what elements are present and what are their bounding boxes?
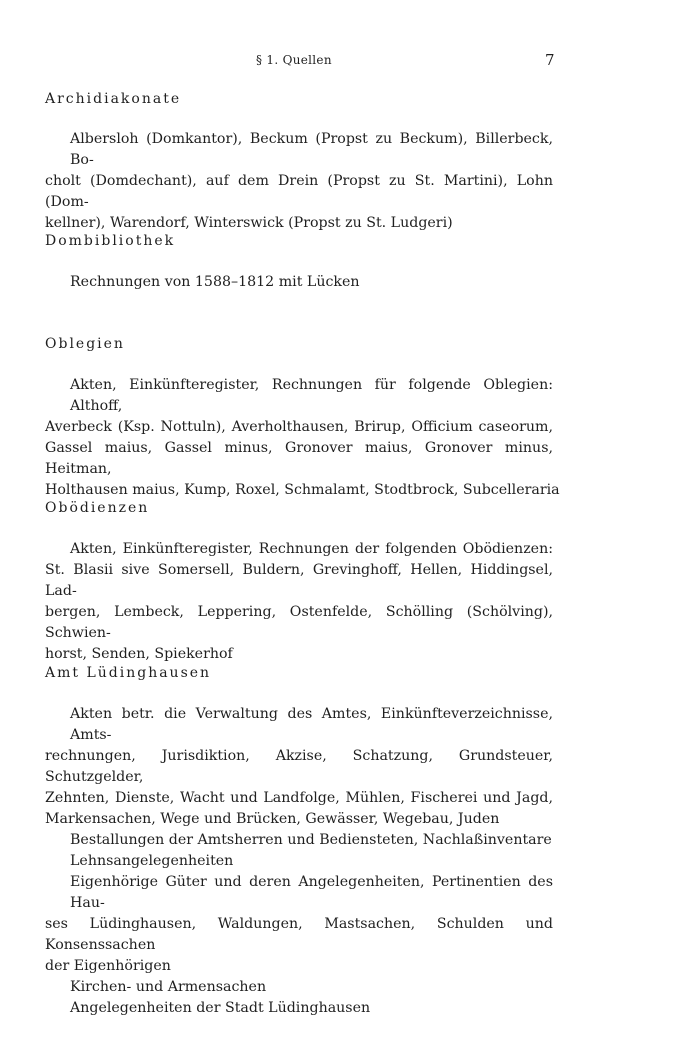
page-number: 7 <box>545 51 555 69</box>
text-line: kellner), Warendorf, Winterswick (Propst zu St. Ludgeri) <box>45 215 453 231</box>
text-line: ses Lüdinghausen, Waldungen, Mastsachen, Schulden und Konsenssachen <box>45 916 553 953</box>
section-body-amt-luedinghausen <box>45 704 553 1019</box>
section-body-oblegien <box>45 375 560 501</box>
text-line: rechnungen, Jurisdiktion, Akzise, Schatzung, Grundsteuer, Schutzgelder, <box>45 748 553 785</box>
text-line: Rechnungen von 1588–1812 mit Lücken <box>70 274 360 290</box>
text-line: der Eigenhörigen <box>45 958 171 974</box>
section-heading-oblegien: Oblegien <box>45 336 125 352</box>
section-heading-dombibliothek: Dombibliothek <box>45 233 176 249</box>
text-line: cholt (Domdechant), auf dem Drein (Propst zu St. Martini), Lohn (Dom- <box>45 173 553 210</box>
text-line: Gassel maius, Gassel minus, Gronover maius, Gronover minus, Heitman, <box>45 440 553 477</box>
section-body-oboedienzen <box>45 539 553 665</box>
section-body-dombibliothek <box>45 272 553 293</box>
text-line: Akten, Einkünfteregister, Rechnungen der folgenden Obödienzen: <box>70 541 553 557</box>
text-line: Averbeck (Ksp. Nottuln), Averholthausen, Brirup, Officium caseorum, <box>45 419 553 435</box>
text-line: Akten betr. die Verwaltung des Amtes, Einkünfteverzeichnisse, Amts- <box>70 706 553 743</box>
text-line: Zehnten, Dienste, Wacht und Landfolge, Mühlen, Fischerei und Jagd, <box>45 790 553 806</box>
section-heading-amt-luedinghausen: Amt Lüdinghausen <box>45 665 212 681</box>
running-title: § 1. Quellen <box>256 53 332 67</box>
text-line: St. Blasii sive Somersell, Buldern, Grevinghoff, Hellen, Hiddingsel, Lad- <box>45 562 553 599</box>
text-line: bergen, Lembeck, Leppering, Ostenfelde, Schölling (Schölving), Schwien- <box>45 604 553 641</box>
text-line: horst, Senden, Spiekerhof <box>45 646 233 662</box>
text-line: Lehnsangelegenheiten <box>70 853 234 869</box>
text-line: Angelegenheiten der Stadt Lüdinghausen <box>70 1000 371 1016</box>
section-body-archidiakonate <box>45 129 553 234</box>
section-heading-archidiakonate: Archidiakonate <box>45 91 182 107</box>
text-line: Holthausen maius, Kump, Roxel, Schmalamt, Stodtbrock, Subcelleraria <box>45 482 560 498</box>
section-heading-oboedienzen: Obödienzen <box>45 500 150 516</box>
text-line: Kirchen- und Armensachen <box>70 979 267 995</box>
text-line: Akten, Einkünfteregister, Rechnungen für folgende Oblegien: Althoff, <box>70 377 553 414</box>
text-line: Bestallungen der Amtsherren und Bediensteten, Nachlaßinventare <box>70 832 552 848</box>
text-line: Eigenhörige Güter und deren Angelegenheiten, Pertinentien des Hau- <box>70 874 553 911</box>
text-line: Albersloh (Domkantor), Beckum (Propst zu Beckum), Billerbeck, Bo- <box>70 131 553 168</box>
text-line: Markensachen, Wege und Brücken, Gewässer, Wegebau, Juden <box>45 811 500 827</box>
